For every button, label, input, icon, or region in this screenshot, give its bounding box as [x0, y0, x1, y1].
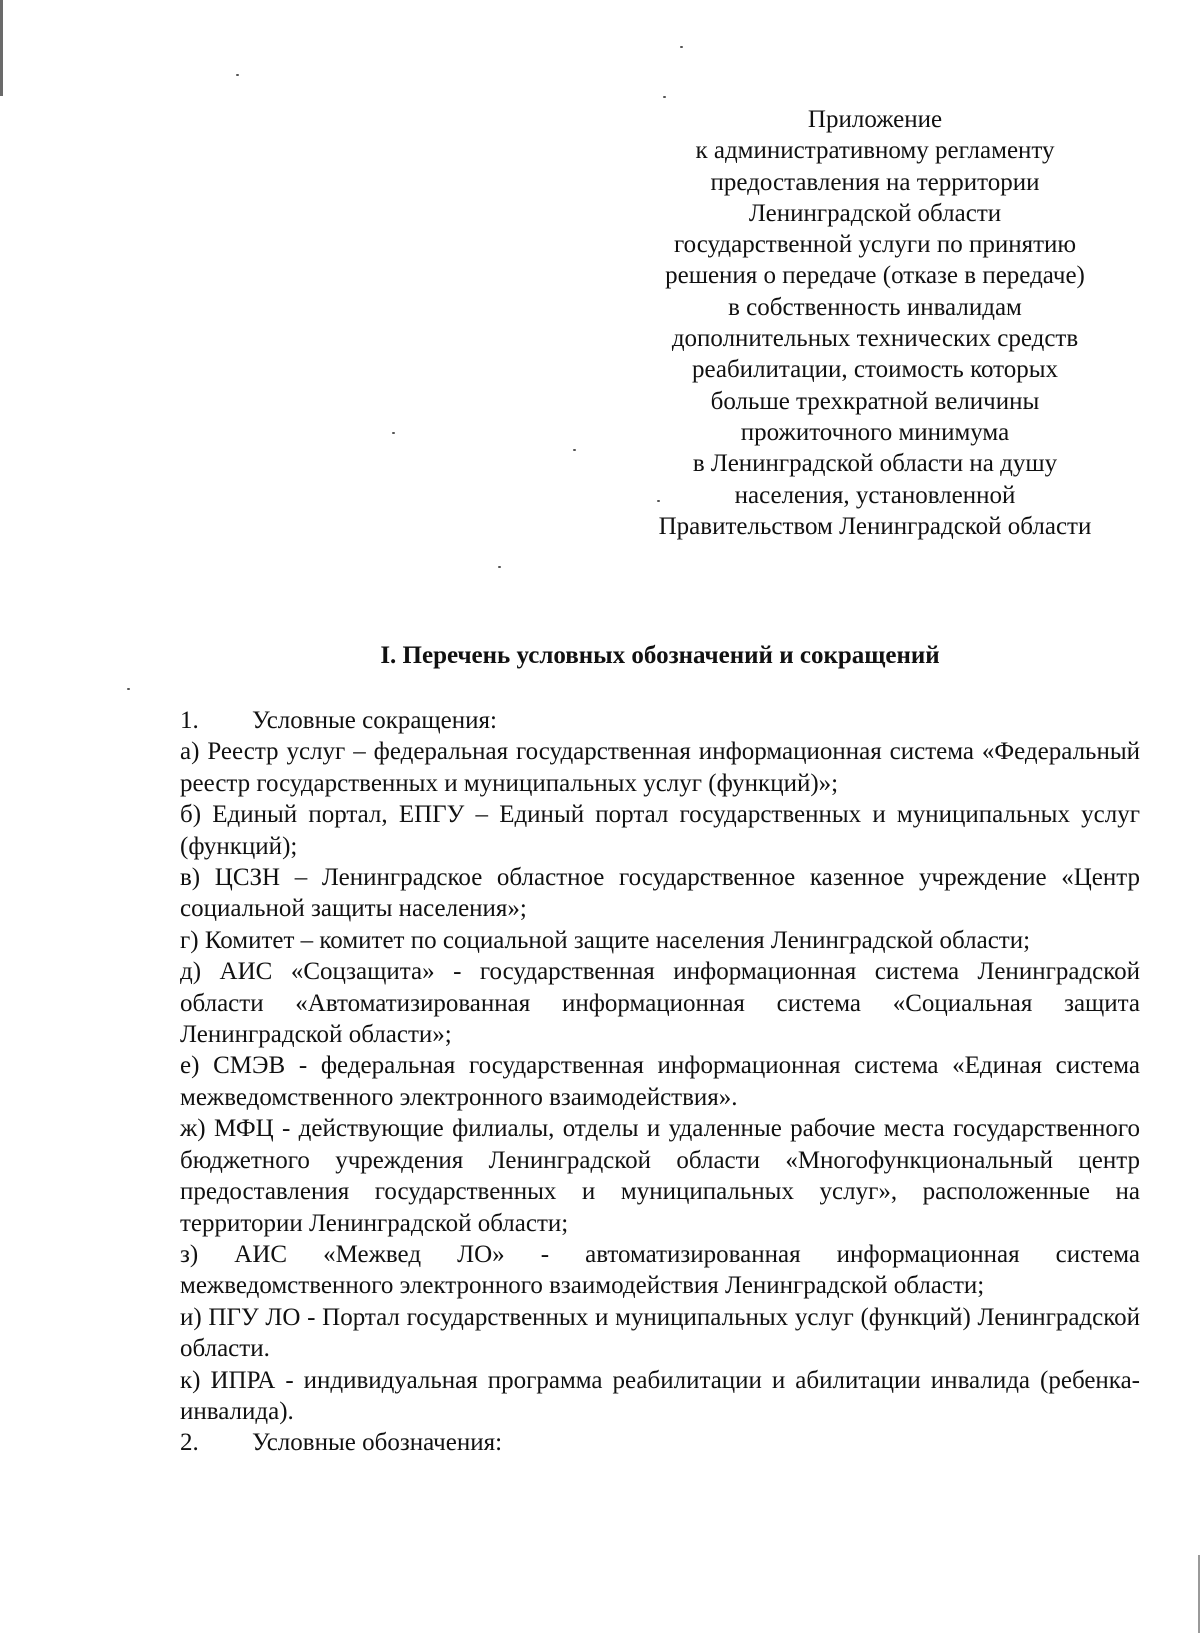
abbreviation-item: г) Комитет – комитет по социальной защите населения Ленинградской области; [180, 926, 1031, 954]
scan-speck [392, 432, 395, 434]
scan-speck [127, 688, 130, 690]
abbreviation-item: е) СМЭВ - федеральная государственная информационная система «Единая система межведомственного электронного взаимодействия». [180, 1052, 1140, 1111]
paragraph-abbreviations-heading [180, 705, 1140, 736]
appendix-line: реабилитации, стоимость которых [691, 356, 1059, 384]
abbreviation-item: ж) МФЦ - действующие филиалы, отделы и удаленные рабочие места государственного бюджетного учреждения Ленинградской области «Многофункциональный центр предоставления государственных и муниципальных услуг», расположенные на территории Ленинградской области; [180, 1115, 1140, 1237]
appendix-line: предоставления на территории [710, 168, 1040, 196]
appendix-header [605, 104, 1145, 542]
abbreviation-item: д) АИС «Соцзащита» - государственная информационная система Ленинградской области «Автоматизированная информационная система «Социальная защита Ленинградской области»; [180, 958, 1140, 1049]
scan-edge-mark [0, 0, 3, 96]
scan-speck [663, 96, 666, 98]
appendix-line: населения, установленной [734, 481, 1016, 509]
appendix-line: больше трехкратной величины [710, 387, 1040, 415]
document-body [180, 705, 1140, 1459]
abbreviation-item: а) Реестр услуг – федеральная государственная информационная система «Федеральный реестр государственных и муниципальных услуг (функций)»; [180, 738, 1140, 797]
paragraph-number: 2. [180, 1429, 199, 1457]
appendix-line: в собственность инвалидам [728, 293, 1022, 321]
appendix-line: дополнительных технических средств [671, 325, 1079, 353]
abbreviation-item: б) Единый портал, ЕПГУ – Единый портал государственных и муниципальных услуг (функций); [180, 801, 1140, 860]
appendix-line: прожиточного минимума [740, 418, 1010, 446]
appendix-line: Ленинградской области [748, 199, 1002, 227]
section-title: I. Перечень условных обозначений и сокращений [380, 642, 940, 669]
appendix-line: государственной услуги по принятию [673, 231, 1077, 259]
appendix-line: к административному регламенту [695, 137, 1055, 165]
scan-speck [573, 449, 576, 451]
appendix-line: в Ленинградской области на душу [692, 450, 1058, 478]
paragraph-label: Условные сокращения: [252, 707, 497, 734]
appendix-line: решения о передаче (отказе в передаче) [665, 262, 1085, 290]
appendix-line: Правительством Ленинградской области [658, 512, 1092, 540]
abbreviation-item: з) АИС «Межвед ЛО» - автоматизированная информационная система межведомственного электронного взаимодействия Ленинградской области; [180, 1240, 1140, 1300]
scan-speck [236, 74, 239, 76]
abbreviation-item: к) ИПРА - индивидуальная программа реабилитации и абилитации инвалида (ребенка-инвалида). [180, 1366, 1140, 1425]
paragraph-designations-heading [180, 1427, 1140, 1458]
paragraph-label: Условные обозначения: [252, 1429, 503, 1457]
abbreviation-item: в) ЦСЗН – Ленинградское областное государственное казенное учреждение «Центр социальной защиты населения»; [180, 864, 1140, 923]
appendix-line: Приложение [807, 106, 943, 133]
scan-speck [680, 46, 683, 48]
abbreviation-item: и) ПГУ ЛО - Портал государственных и муниципальных услуг (функций) Ленинградской области. [180, 1303, 1140, 1363]
paragraph-number: 1. [180, 707, 199, 734]
scan-speck [498, 566, 501, 568]
